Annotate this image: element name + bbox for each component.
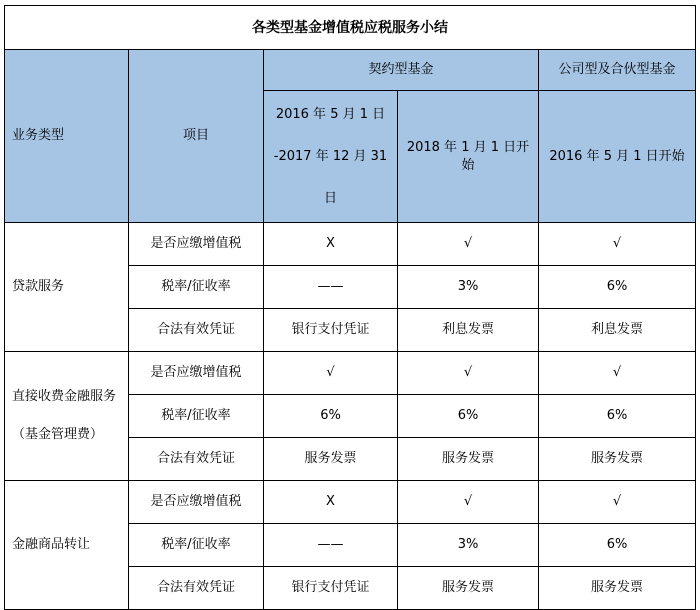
item-cell: 合法有效凭证	[129, 309, 264, 352]
header-item: 项目	[129, 50, 264, 223]
table-title: 各类型基金增值税应税服务小结	[5, 6, 696, 50]
value-cell: 3%	[398, 266, 539, 309]
business-type-cell	[5, 352, 129, 481]
value-cell: X	[264, 481, 398, 524]
value-cell: √	[264, 352, 398, 395]
item-cell: 是否应缴增值税	[129, 481, 264, 524]
item-cell: 税率/征收率	[129, 524, 264, 567]
value-cell: 服务发票	[539, 438, 696, 481]
business-type-cell	[5, 481, 129, 610]
header-period-2016-2017	[264, 91, 398, 223]
value-cell: 服务发票	[539, 567, 696, 610]
value-cell: √	[398, 223, 539, 266]
value-cell: 3%	[398, 524, 539, 567]
business-type-label: 金融商品转让	[12, 537, 91, 552]
value-cell: 利息发票	[539, 309, 696, 352]
value-cell: 银行支付凭证	[264, 309, 398, 352]
vat-summary-table	[4, 5, 696, 610]
value-cell: 6%	[539, 395, 696, 438]
value-cell: 银行支付凭证	[264, 567, 398, 610]
value-cell: 利息发票	[398, 309, 539, 352]
period-line: 2016 年 5 月 1 日	[275, 106, 386, 122]
item-cell: 合法有效凭证	[129, 567, 264, 610]
value-cell: 服务发票	[398, 438, 539, 481]
value-cell: √	[539, 481, 696, 524]
business-type-cell	[5, 223, 129, 352]
header-period-2016: 2016 年 5 月 1 日开始	[539, 91, 696, 223]
period-line: -2017 年 12 月 31	[273, 148, 388, 164]
item-cell: 是否应缴增值税	[129, 352, 264, 395]
period-line: 日	[323, 190, 337, 206]
value-cell: 6%	[539, 266, 696, 309]
value-cell: √	[539, 223, 696, 266]
item-cell: 税率/征收率	[129, 395, 264, 438]
value-cell: 6%	[398, 395, 539, 438]
item-cell: 是否应缴增值税	[129, 223, 264, 266]
business-type-label: 直接收费金融服务	[12, 389, 117, 404]
value-cell: ——	[264, 266, 398, 309]
item-cell: 合法有效凭证	[129, 438, 264, 481]
value-cell: √	[539, 352, 696, 395]
header-company-fund: 公司型及合伙型基金	[539, 50, 696, 91]
value-cell: X	[264, 223, 398, 266]
value-cell: √	[398, 481, 539, 524]
header-period-2018: 2018 年 1 月 1 日开始	[398, 91, 539, 223]
value-cell: √	[398, 352, 539, 395]
value-cell: 6%	[264, 395, 398, 438]
header-business-type: 业务类型	[5, 50, 129, 223]
header-contract-fund: 契约型基金	[264, 50, 539, 91]
business-type-label: 贷款服务	[12, 279, 65, 294]
item-cell: 税率/征收率	[129, 266, 264, 309]
value-cell: 服务发票	[264, 438, 398, 481]
business-type-sublabel: （基金管理费）	[12, 427, 104, 442]
value-cell: 6%	[539, 524, 696, 567]
value-cell: ——	[264, 524, 398, 567]
vat-summary-table-wrapper	[4, 5, 696, 610]
value-cell: 服务发票	[398, 567, 539, 610]
